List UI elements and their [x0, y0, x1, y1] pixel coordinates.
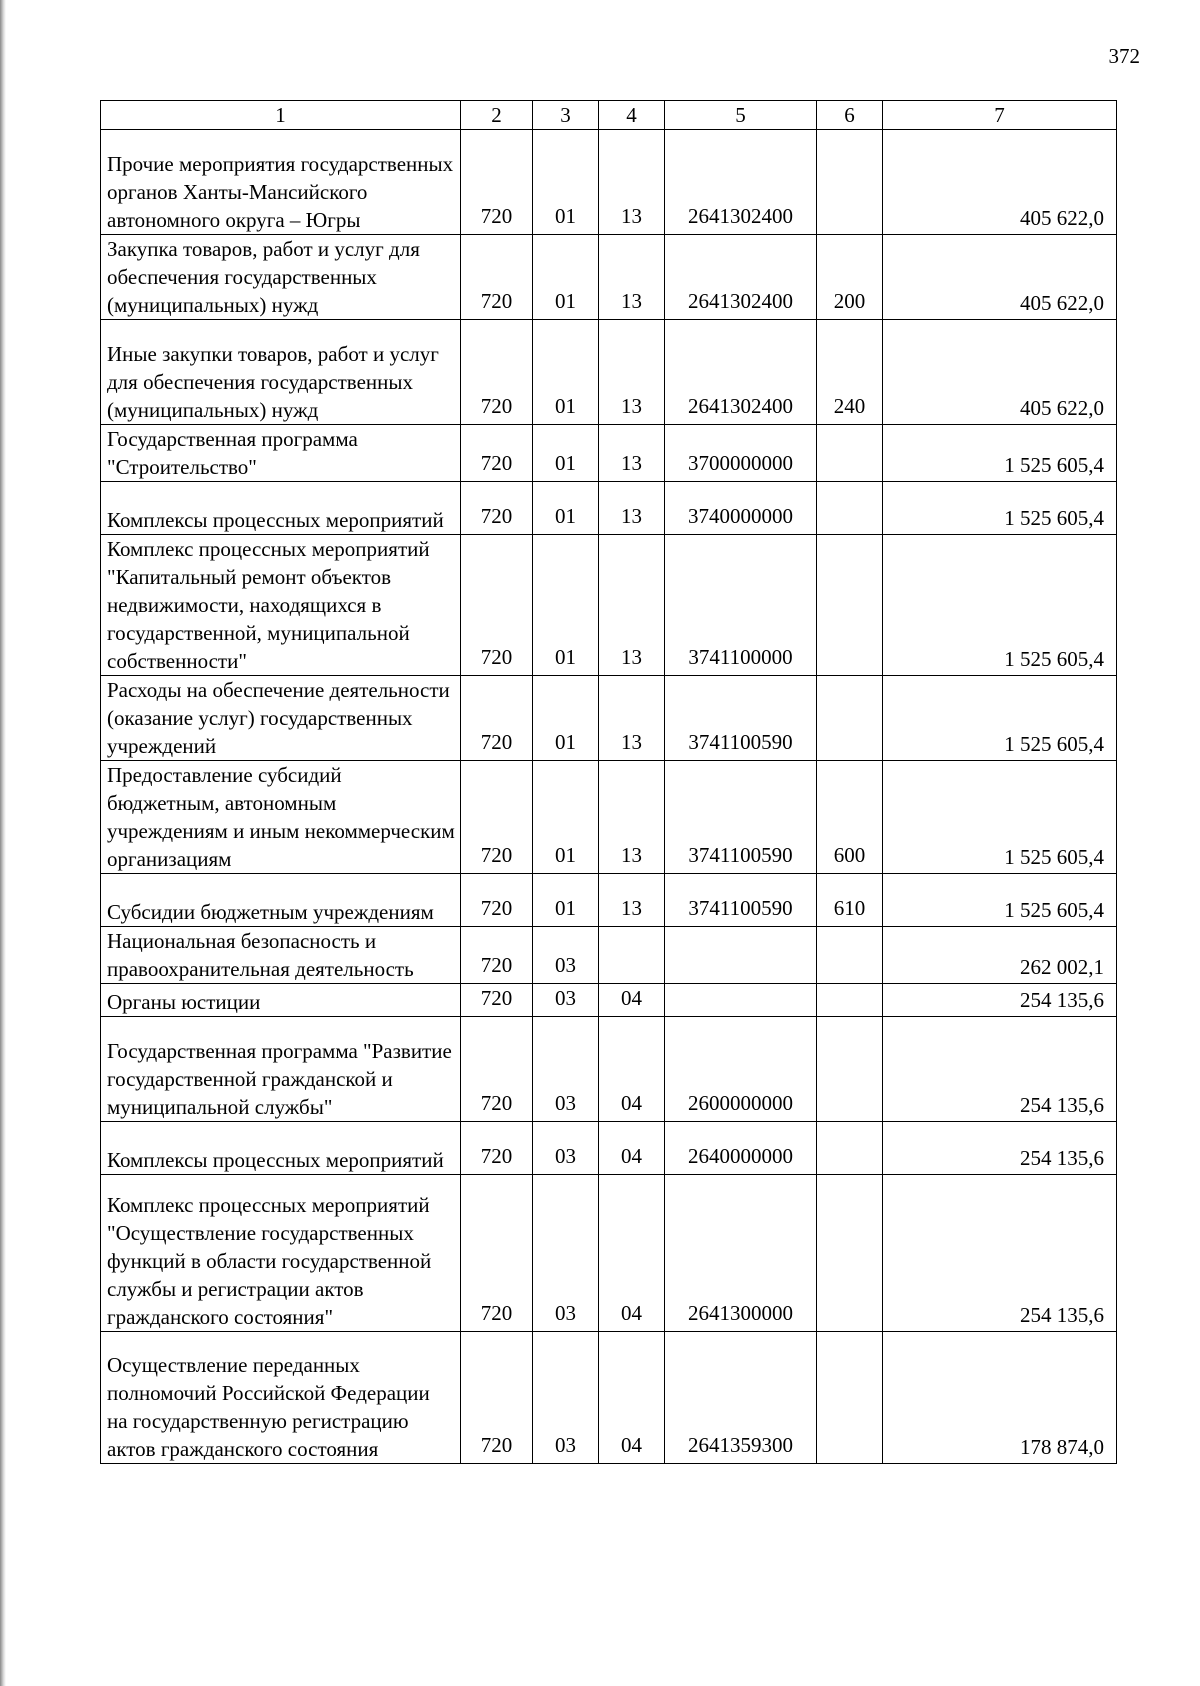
table-row	[101, 1017, 1117, 1122]
cell-col-6	[817, 482, 883, 535]
cell-col-5: 3741100590	[665, 761, 817, 874]
row-name-cell: Иные закупки товаров, работ и услуг для обеспечения государственных (муниципальных) нужд	[101, 320, 461, 425]
cell-col-2: 720	[461, 1017, 533, 1122]
cell-col-3: 03	[533, 1175, 599, 1332]
row-name-cell: Органы юстиции	[101, 984, 461, 1017]
cell-col-2: 720	[461, 482, 533, 535]
cell-col-3: 03	[533, 927, 599, 984]
cell-col-4: 13	[599, 761, 665, 874]
cell-col-6	[817, 1175, 883, 1332]
scan-edge	[0, 0, 6, 1686]
column-number-row	[101, 101, 1117, 130]
cell-col-5: 3741100000	[665, 535, 817, 676]
cell-col-7: 1 525 605,4	[883, 482, 1117, 535]
table-row	[101, 761, 1117, 874]
cell-col-2: 720	[461, 1332, 533, 1464]
cell-col-2: 720	[461, 1175, 533, 1332]
row-name-cell: Комплексы процессных мероприятий	[101, 482, 461, 535]
row-name-cell: Комплекс процессных мероприятий "Капитальный ремонт объектов недвижимости, находящихся в государственной, муниципальной собственности"	[101, 535, 461, 676]
column-header: 1	[101, 101, 461, 130]
cell-col-5: 2641302400	[665, 130, 817, 235]
cell-col-4: 04	[599, 984, 665, 1017]
cell-col-6	[817, 1122, 883, 1175]
cell-col-5: 3740000000	[665, 482, 817, 535]
row-name-cell: Национальная безопасность и правоохранительная деятельность	[101, 927, 461, 984]
cell-col-4: 04	[599, 1017, 665, 1122]
cell-col-6	[817, 1332, 883, 1464]
cell-col-4: 04	[599, 1122, 665, 1175]
cell-col-3: 03	[533, 1122, 599, 1175]
cell-col-6	[817, 1017, 883, 1122]
cell-col-3: 01	[533, 761, 599, 874]
table-row	[101, 235, 1117, 320]
budget-table	[100, 100, 1117, 1464]
table-row	[101, 535, 1117, 676]
column-header: 7	[883, 101, 1117, 130]
cell-col-2: 720	[461, 761, 533, 874]
table-row	[101, 482, 1117, 535]
cell-col-7: 405 622,0	[883, 130, 1117, 235]
cell-col-4: 13	[599, 676, 665, 761]
table-row	[101, 425, 1117, 482]
row-name-cell: Закупка товаров, работ и услуг для обеспечения государственных (муниципальных) нужд	[101, 235, 461, 320]
cell-col-5: 2641300000	[665, 1175, 817, 1332]
cell-col-5	[665, 927, 817, 984]
cell-col-2: 720	[461, 1122, 533, 1175]
table-row	[101, 676, 1117, 761]
cell-col-3: 01	[533, 482, 599, 535]
cell-col-6	[817, 130, 883, 235]
cell-col-3: 03	[533, 984, 599, 1017]
cell-col-2: 720	[461, 130, 533, 235]
column-header: 6	[817, 101, 883, 130]
cell-col-5: 3741100590	[665, 676, 817, 761]
cell-col-7: 405 622,0	[883, 235, 1117, 320]
cell-col-6: 240	[817, 320, 883, 425]
cell-col-4: 13	[599, 425, 665, 482]
row-name-cell: Расходы на обеспечение деятельности (оказание услуг) государственных учреждений	[101, 676, 461, 761]
cell-col-7: 1 525 605,4	[883, 761, 1117, 874]
cell-col-3: 01	[533, 235, 599, 320]
cell-col-4	[599, 927, 665, 984]
cell-col-5	[665, 984, 817, 1017]
row-name-cell: Субсидии бюджетным учреждениям	[101, 874, 461, 927]
cell-col-2: 720	[461, 676, 533, 761]
cell-col-5: 2641302400	[665, 235, 817, 320]
cell-col-6	[817, 676, 883, 761]
cell-col-7: 262 002,1	[883, 927, 1117, 984]
cell-col-7: 405 622,0	[883, 320, 1117, 425]
cell-col-2: 720	[461, 984, 533, 1017]
cell-col-4: 13	[599, 535, 665, 676]
cell-col-7: 1 525 605,4	[883, 535, 1117, 676]
cell-col-2: 720	[461, 927, 533, 984]
column-header: 2	[461, 101, 533, 130]
column-header: 4	[599, 101, 665, 130]
cell-col-3: 01	[533, 535, 599, 676]
cell-col-7: 254 135,6	[883, 1122, 1117, 1175]
row-name-cell: Государственная программа "Строительство"	[101, 425, 461, 482]
cell-col-4: 13	[599, 874, 665, 927]
cell-col-3: 01	[533, 320, 599, 425]
row-name-cell: Комплексы процессных мероприятий	[101, 1122, 461, 1175]
cell-col-3: 01	[533, 676, 599, 761]
cell-col-4: 04	[599, 1175, 665, 1332]
cell-col-5: 3700000000	[665, 425, 817, 482]
column-header: 5	[665, 101, 817, 130]
table-row	[101, 1332, 1117, 1464]
row-name-cell: Осуществление переданных полномочий Российской Федерации на государственную регистрацию актов гражданского состояния	[101, 1332, 461, 1464]
cell-col-2: 720	[461, 425, 533, 482]
column-header: 3	[533, 101, 599, 130]
cell-col-3: 01	[533, 874, 599, 927]
cell-col-4: 04	[599, 1332, 665, 1464]
cell-col-5: 3741100590	[665, 874, 817, 927]
cell-col-6	[817, 425, 883, 482]
row-name-cell: Комплекс процессных мероприятий "Осуществление государственных функций в области государственной службы и регистрации актов гражданского состояния"	[101, 1175, 461, 1332]
table-row	[101, 1175, 1117, 1332]
cell-col-2: 720	[461, 874, 533, 927]
cell-col-7: 1 525 605,4	[883, 425, 1117, 482]
cell-col-3: 03	[533, 1332, 599, 1464]
table-row	[101, 130, 1117, 235]
cell-col-3: 03	[533, 1017, 599, 1122]
cell-col-2: 720	[461, 320, 533, 425]
cell-col-4: 13	[599, 482, 665, 535]
cell-col-5: 2640000000	[665, 1122, 817, 1175]
cell-col-3: 01	[533, 425, 599, 482]
cell-col-4: 13	[599, 235, 665, 320]
cell-col-7: 254 135,6	[883, 1175, 1117, 1332]
table-row	[101, 320, 1117, 425]
cell-col-7: 178 874,0	[883, 1332, 1117, 1464]
cell-col-6	[817, 927, 883, 984]
table-body	[101, 130, 1117, 1464]
page-number: 372	[1108, 44, 1140, 68]
cell-col-6	[817, 984, 883, 1017]
cell-col-6: 610	[817, 874, 883, 927]
cell-col-7: 254 135,6	[883, 1017, 1117, 1122]
cell-col-7: 254 135,6	[883, 984, 1117, 1017]
cell-col-6	[817, 535, 883, 676]
table-row	[101, 927, 1117, 984]
cell-col-2: 720	[461, 535, 533, 676]
row-name-cell: Государственная программа "Развитие государственной гражданской и муниципальной службы"	[101, 1017, 461, 1122]
cell-col-6: 600	[817, 761, 883, 874]
row-name-cell: Предоставление субсидий бюджетным, автономным учреждениям и иным некоммерческим организациям	[101, 761, 461, 874]
cell-col-4: 13	[599, 320, 665, 425]
cell-col-5: 2641302400	[665, 320, 817, 425]
cell-col-7: 1 525 605,4	[883, 676, 1117, 761]
cell-col-3: 01	[533, 130, 599, 235]
cell-col-5: 2600000000	[665, 1017, 817, 1122]
table-row	[101, 874, 1117, 927]
cell-col-4: 13	[599, 130, 665, 235]
cell-col-7: 1 525 605,4	[883, 874, 1117, 927]
cell-col-5: 2641359300	[665, 1332, 817, 1464]
table-row	[101, 1122, 1117, 1175]
row-name-cell: Прочие мероприятия государственных органов Ханты-Мансийского автономного округа – Югры	[101, 130, 461, 235]
table-row	[101, 984, 1117, 1017]
cell-col-2: 720	[461, 235, 533, 320]
cell-col-6: 200	[817, 235, 883, 320]
